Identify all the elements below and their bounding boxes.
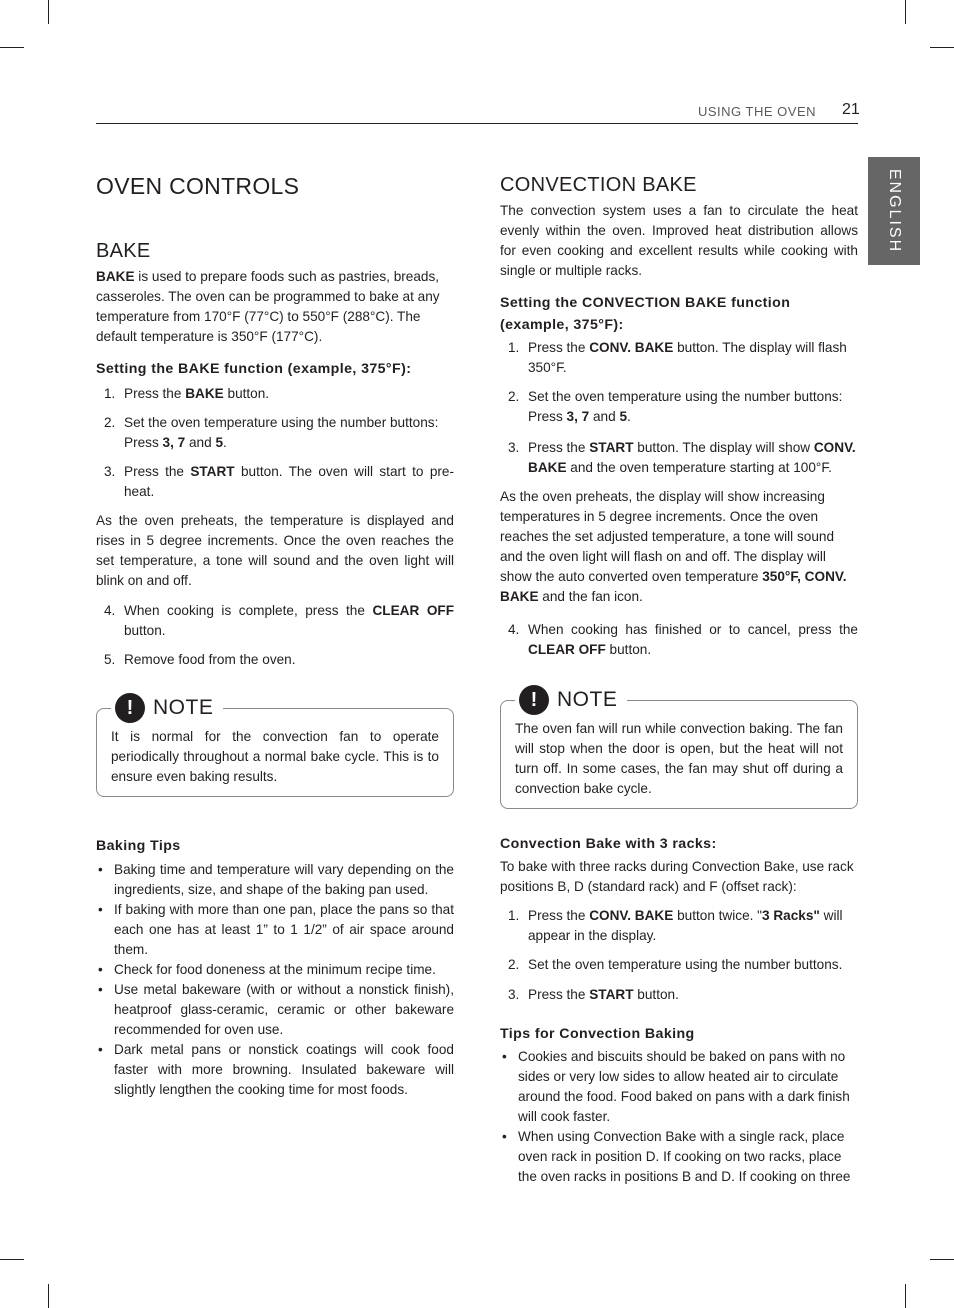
list-item: 2. Set the oven temperature using the number buttons: Press 3, 7 and 5. bbox=[104, 415, 439, 450]
list-item: • Baking time and temperature will vary depending on the ingredients, size, and shape of the baking pan used. bbox=[98, 862, 454, 897]
note-box bbox=[96, 696, 454, 797]
list-item: 3. Press the START button. bbox=[508, 987, 679, 1002]
crop-mark bbox=[905, 0, 906, 24]
three-racks-steps bbox=[500, 906, 858, 1005]
list-item: • Dark metal pans or nonstick coatings will cook food faster with more browning. Insulated bakeware will slightly lengthen the cooking time for most foods. bbox=[98, 1042, 454, 1097]
bake-intro: BAKE is used to prepare foods such as pastries, breads, casseroles. The oven can be programmed to bake at any temperature from 170°F (77°C) to 550°F (288°C). The default temperature is 350°F (177°C). bbox=[96, 269, 440, 344]
list-item: 1. Press the BAKE button. bbox=[104, 386, 270, 401]
list-item: 1. Press the CONV. BAKE button twice. "3 Racks" will appear in the display. bbox=[508, 908, 843, 943]
list-item: 2. Set the oven temperature using the number buttons. bbox=[508, 957, 843, 972]
convection-steps-a bbox=[500, 338, 858, 478]
list-item: 4. When cooking has finished or to cancel, press the CLEAR OFF button. bbox=[508, 622, 858, 657]
baking-tips-heading: Baking Tips bbox=[96, 838, 181, 854]
bake-steps-a bbox=[96, 384, 454, 502]
crop-mark bbox=[930, 1259, 954, 1260]
page-number: 21 bbox=[842, 101, 860, 118]
note-header bbox=[515, 685, 627, 715]
list-item: • When using Convection Bake with a single rack, place oven rack in position D. If cooking on two racks, place the oven racks in positions B and D. If cooking on three bbox=[502, 1129, 851, 1184]
crop-mark bbox=[48, 1284, 49, 1308]
three-racks-heading: Convection Bake with 3 racks: bbox=[500, 836, 717, 852]
note-box bbox=[500, 688, 858, 809]
convection-intro: The convection system uses a fan to circulate the heat evenly within the oven. Improved heat distribution allows for even cooking and excellent results while cooking with single or multiple racks. bbox=[500, 203, 858, 278]
list-item: • Use metal bakeware (with or without a nonstick finish), heatproof glass-ceramic, ceramic or other bakeware recommended for oven use. bbox=[98, 982, 454, 1037]
exclamation-icon: ! bbox=[115, 693, 145, 723]
running-header: USING THE OVEN bbox=[698, 104, 817, 119]
crop-mark bbox=[0, 1259, 24, 1260]
bake-heading: BAKE bbox=[96, 240, 151, 262]
list-item: • Cookies and biscuits should be baked on pans with no sides or very low sides to allow heated air to circulate around the food. Food baked on pans with a dark finish will cook faster. bbox=[502, 1049, 850, 1124]
convection-bake-heading: CONVECTION BAKE bbox=[500, 174, 697, 196]
three-racks-intro: To bake with three racks during Convection Bake, use rack positions B, D (standard rack) and F (offset rack): bbox=[500, 859, 854, 894]
bake-preheat-paragraph: As the oven preheats, the temperature is displayed and rises in 5 degree increments. Once the oven reaches the set temperature, a tone will sound and the oven light will blink on and off. bbox=[96, 513, 454, 588]
convection-steps-b bbox=[500, 620, 858, 660]
baking-tips-list bbox=[96, 860, 454, 1100]
note-text: It is normal for the convection fan to operate periodically throughout a normal bake cycle. This is to ensure even baking results. bbox=[111, 729, 439, 784]
page-title: OVEN CONTROLS bbox=[96, 173, 300, 199]
header-rule bbox=[96, 123, 858, 124]
list-item: 3. Press the START button. The display will show CONV. BAKE and the oven temperature starting at 100°F. bbox=[508, 440, 856, 475]
exclamation-icon: ! bbox=[519, 685, 549, 715]
crop-mark bbox=[48, 0, 49, 24]
right-column bbox=[500, 170, 858, 1187]
convection-tips-heading: Tips for Convection Baking bbox=[500, 1026, 695, 1042]
language-tab bbox=[868, 157, 920, 265]
bake-steps-b bbox=[96, 601, 454, 670]
note-title: NOTE bbox=[153, 696, 214, 719]
list-item: • If baking with more than one pan, place the pans so that each one has at least 1” to 1 1/2” of air space around them. bbox=[98, 902, 454, 957]
list-item: • Check for food doneness at the minimum recipe time. bbox=[98, 962, 436, 977]
bake-setting-heading: Setting the BAKE function (example, 375°F): bbox=[96, 361, 412, 377]
list-item: 5. Remove food from the oven. bbox=[104, 652, 296, 667]
crop-mark bbox=[905, 1284, 906, 1308]
list-item: 1. Press the CONV. BAKE button. The display will flash 350°F. bbox=[508, 340, 847, 375]
convection-preheat-paragraph: As the oven preheats, the display will show increasing temperatures in 5 degree increments. Once the oven reaches the set adjusted temperature, a tone will sound and the oven light will flash on and off. The display will show the auto converted oven temperature 350°F, CONV. BAKE and the fan icon. bbox=[500, 489, 847, 604]
convection-setting-heading: Setting the CONVECTION BAKE function (example, 375°F): bbox=[500, 295, 791, 333]
crop-mark bbox=[0, 47, 24, 48]
convection-tips-list bbox=[500, 1047, 858, 1187]
crop-mark bbox=[930, 47, 954, 48]
list-item: 3. Press the START button. The oven will start to pre-heat. bbox=[104, 464, 454, 499]
note-text: The oven fan will run while convection baking. The fan will stop when the door is open, but the heat will not turn off. In some cases, the fan may shut off during a convection bake cycle. bbox=[515, 721, 843, 796]
list-item: 4. When cooking is complete, press the CLEAR OFF button. bbox=[104, 603, 455, 638]
list-item: 2. Set the oven temperature using the number buttons: Press 3, 7 and 5. bbox=[508, 389, 843, 424]
left-column bbox=[96, 170, 454, 1100]
note-header bbox=[111, 693, 223, 723]
language-tab-label: ENGLISH bbox=[886, 168, 903, 254]
note-title: NOTE bbox=[557, 688, 618, 711]
